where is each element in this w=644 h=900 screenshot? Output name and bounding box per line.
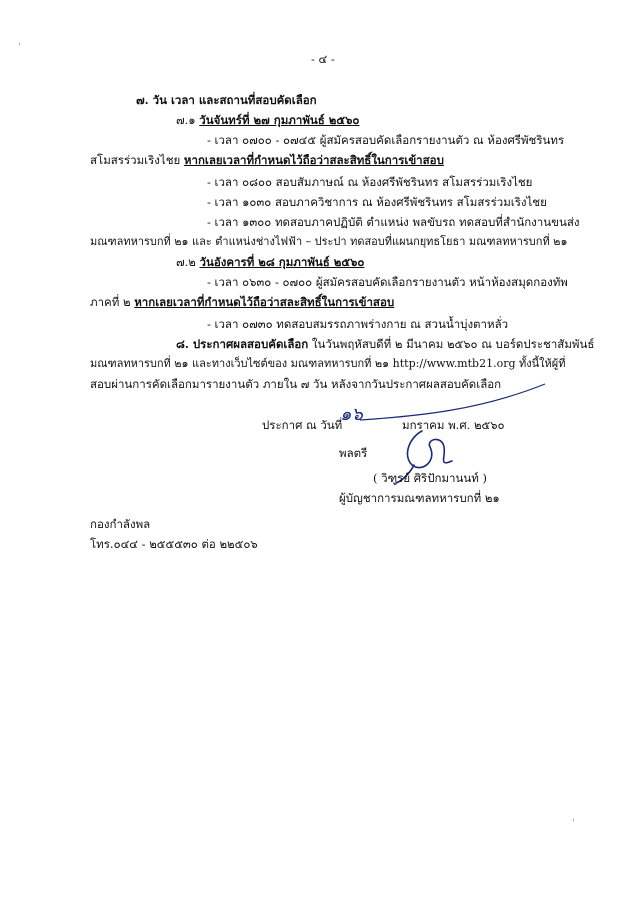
signatory-position: ผู้บัญชาการมณฑลทหารบกที่ ๒๑ (339, 491, 500, 505)
day2-row1: - เวลา ๐๖๓๐ - ๐๗๐๐ ผู้สมัครสอบคัดเลือกรายงานตัว หน้าห้องสมุดกองทัพ (207, 275, 568, 289)
page-number: - ๔ - (311, 52, 335, 66)
day1-row3: - เวลา ๑๐๓๐ สอบภาควิชาการ ณ ห้องศรีพัชรินทร สโมสรร่วมเริงไชย (207, 195, 547, 209)
day2-date: วันอังคารที่ ๒๘ กุมภาพันธ์ ๒๕๖๐ (199, 255, 365, 269)
scan-mark: ' (572, 818, 575, 829)
section8-line1 (176, 336, 594, 352)
day1-heading (176, 112, 359, 128)
day2-late-warning: หากเลยเวลาที่กำหนดไว้ถือว่าสละสิทธิ์ในการเข้าสอบ (134, 295, 395, 309)
signatory-name: ( วิฑูรย์ ศิริปักมานนท์ ) (373, 471, 487, 485)
day1-row4: - เวลา ๑๓๐๐ ทดสอบภาคปฏิบัติ ตำแหน่ง พลขับรถ ทดสอบที่สำนักงานขนส่ง (207, 215, 580, 229)
day2-heading (176, 254, 364, 270)
day1-row4-cont: มณฑลทหารบกที่ ๒๑ และ ตำแหน่งช่างไฟฟ้า – ประปา ทดสอบที่แผนกยุทธโยธา มณฑลทหารบกที่ ๒๑ (90, 235, 568, 248)
day1-late-warning: หากเลยเวลาที่กำหนดไว้ถือว่าสละสิทธิ์ในการเข้าสอบ (183, 153, 444, 167)
day2-label: ๗.๒ (176, 255, 196, 269)
section8-line1-rest: ในวันพฤหัสบดีที่ ๒ มีนาคม ๒๕๖๐ ณ บอร์ดประชาสัมพันธ์ (308, 337, 595, 351)
day1-row1-cont (90, 152, 444, 168)
day1-date: วันจันทร์ที่ ๒๗ กุมภาพันธ์ ๒๕๖๐ (199, 113, 360, 127)
section7-heading: ๗. วัน เวลา และสถานที่สอบคัดเลือก (136, 93, 317, 107)
section8-line3: สอบผ่านการคัดเลือกมารายงานตัว ภายใน ๗ วัน หลังจากวันประกาศผลสอบคัดเลือก (90, 377, 502, 391)
day2-row1-cont (90, 294, 394, 310)
day2-row2: - เวลา ๐๗๓๐ ทดสอบสมรรถภาพร่างกาย ณ สวนน้ำบุ่งตาหลั่ว (207, 317, 509, 331)
section8-line2: มณฑลทหารบกที่ ๒๑ และทางเว็บไซต์ของ มณฑลทหารบกที่ ๒๑ http://www.mtb21.org ทั้งนี้ให้ผู้ที่ (90, 357, 566, 370)
scan-mark: , (18, 36, 22, 47)
section8-heading: ๘. ประกาศผลสอบคัดเลือก (176, 337, 309, 351)
announcement-day-handwritten: ๑๖ (340, 404, 363, 425)
day1-row1-venue: สโมสรร่วมเริงไชย (90, 153, 184, 167)
announcement-prefix: ประกาศ ณ วันที่ (262, 418, 343, 432)
day1-row1: - เวลา ๐๗๐๐ - ๐๗๔๕ ผู้สมัครสอบคัดเลือกรายงานตัว ณ ห้องศรีพัชรินทร (207, 133, 565, 147)
signature-rank: พลตรี (339, 446, 368, 460)
day1-label: ๗.๑ (176, 113, 196, 127)
footer-phone: โทร.๐๔๔ - ๒๕๕๕๓๐ ต่อ ๒๒๕๐๖ (90, 537, 258, 551)
day2-row1-venue: ภาคที่ ๒ (90, 295, 135, 309)
footer-office: กองกำลังพล (90, 517, 151, 531)
announcement-suffix: มกราคม พ.ศ. ๒๕๖๐ (402, 418, 505, 432)
day1-row2: - เวลา ๐๘๐๐ สอบสัมภาษณ์ ณ ห้องศรีพัชรินทร สโมสรร่วมเริงไชย (207, 175, 533, 189)
